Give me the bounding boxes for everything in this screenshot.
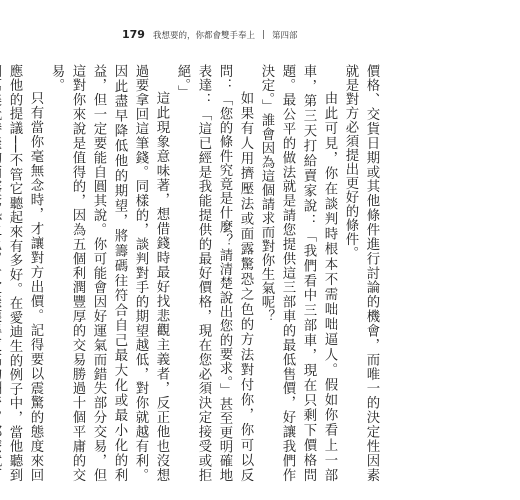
paragraph: 如果有人用擠壓法或面露驚恐之色的方法對付你，你可以反問：「您的條件究竟是什麼？請清楚說出您的要求。」甚至更明確地表達：「這已經是我能提供的最好價格，現在您必須決定接受或拒絕。」	[175, 64, 253, 482]
paragraph: 由此可見，你在談判時根本不需咄咄逼人。假如你看上一部車，第三天打給賣家說：「我們看中三部車，現在只剩下價格問題。最公平的做法就是請您提供這三部車的最低售價，好讓我們作決定。」誰會因為這個請求而對你生氣呢？	[259, 64, 337, 482]
header-divider	[263, 30, 264, 39]
page-number: 179	[122, 28, 145, 41]
paragraph: 價格、交貨日期或其他條件進行討論的機會，而唯一的決定性因素就是對方必須提出更好的條件。	[343, 64, 379, 482]
running-header	[122, 28, 298, 41]
paragraph: 這此現象意味著，想借錢時最好找悲觀主義者，反正他也沒想過要拿回這筆錢。同樣的，談判對手的期望越低，對你就越有利。因此盡早降低他的期望，將籌碼往符合自己最大化或最小化的利益，但一定要能自圓其說。你可能會因好運氣而錯失部分交易，但這對你來說是值得的，因為五個利潤豐厚的交易勝過十個平庸的交易。	[49, 64, 169, 482]
part-label: 第四部	[271, 30, 298, 41]
book-title: 我想要的，你都會雙手奉上	[152, 30, 255, 41]
paragraph: 只有當你毫無念時，才讓對方出價。記得要以震驚的態度來回應他的提議──不管它聽起來有多好。在愛迪生的例子中，當他聽到	[7, 64, 43, 482]
body-text	[7, 64, 382, 482]
